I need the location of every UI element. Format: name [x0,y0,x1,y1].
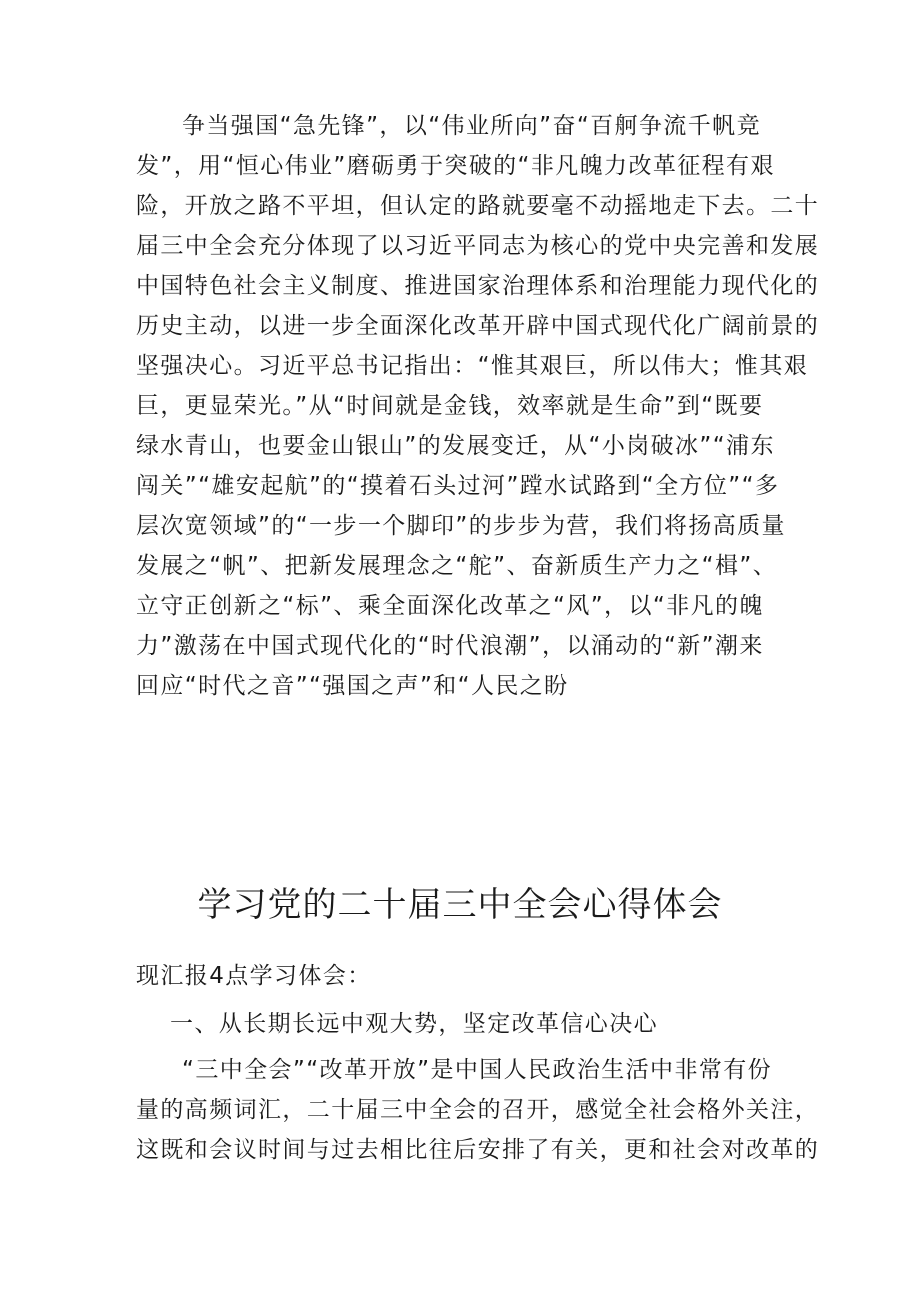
section-heading: 一、从长期长远中观大势，坚定改革信心决心 [170,1011,658,1037]
text-line: 这既和会议时间与过去相比往后安排了有关，更和社会对改革的 [136,1137,820,1163]
text-line: 险，开放之路不平坦，但认定的路就要毫不动摇地走下去。二十 [136,193,820,219]
text-line: 届三中全会充分体现了以习近平同志为核心的党中央完善和发展 [136,233,820,259]
text-line: “三中全会”“改革开放”是中国人民政治生活中非常有份 [182,1057,773,1083]
text-line: 历史主动，以进一步全面深化改革开辟中国式现代化广阔前景的 [136,313,820,339]
body-paragraph [136,1050,820,1170]
text-line: 发展之“帆”、把新发展理念之“舵”、奋新质生产力之“楫”、 [136,553,778,579]
text-line: 层次宽领域”的“一步一个脚印”的步步为营，我们将扬高质量 [136,513,786,539]
text-line: 绿水青山，也要金山银山”的发展变迁，从“小岗破冰”“浦东 [136,433,775,459]
text-line: 立守正创新之“标”、乘全面深化改革之“风”，以“非凡的魄 [136,593,764,619]
article-title: 学习党的二十届三中全会心得体会 [197,885,723,925]
text-line: 巨，更显荣光。”从“时间就是金钱，效率就是生命”到“既要 [136,393,764,419]
text-line: 中国特色社会主义制度、推进国家治理体系和治理能力现代化的 [136,273,820,299]
text-line: 闯关”“雄安起航”的“摸着石头过河”蹚水试路到“全方位”“多 [136,473,780,499]
text-line: 回应“时代之音”“强国之声”和“人民之盼 [136,673,569,699]
text-line: 量的高频词汇，二十届三中全会的召开，感觉全社会格外关注， [136,1097,820,1123]
text-line: 争当强国“急先锋”，以“伟业所向”奋“百舸争流千帆竞 [182,113,761,139]
text-line: 发”，用“恒心伟业”磨砺勇于突破的“非凡魄力改革征程有艰 [136,153,775,179]
text-line: 力”激荡在中国式现代化的“时代浪潮”，以涌动的“新”潮来 [136,633,764,659]
text-line: 坚强决心。习近平总书记指出：“惟其艰巨，所以伟大；惟其艰 [136,353,809,379]
continuation-paragraph [136,106,820,706]
intro-line: 现汇报4点学习体会： [136,963,372,989]
